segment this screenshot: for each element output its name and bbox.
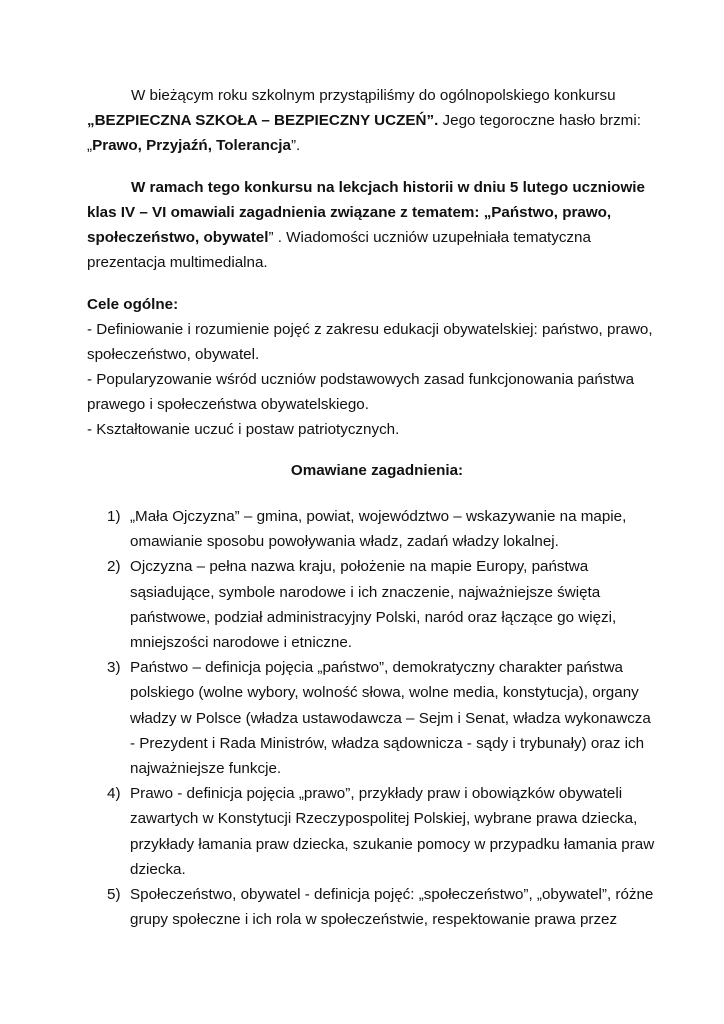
topics-heading: Omawiane zagadnienia: [290, 462, 464, 479]
list-item-line: „Mała Ojczyzna” – gmina, powiat, województwo – wskazywanie na mapie, [130, 508, 627, 525]
goals-line: społeczeństwo, obywatel. [87, 346, 260, 363]
topics-list [107, 504, 655, 932]
list-item-line: Ojczyzna – pełna nazwa kraju, położenie na mapie Europy, państwa [130, 558, 589, 576]
motto: Prawo, Przyjaźń, Tolerancja [92, 137, 291, 154]
list-item [107, 882, 655, 932]
lesson-line-1 [87, 175, 647, 200]
list-item-line: Państwo – definicja pojęcia „państwo”, demokratyczny charakter państwa [130, 659, 623, 677]
motto-close-quote: ”. [290, 137, 301, 154]
lesson-line-3 [87, 225, 647, 250]
list-item-line: grupy społeczne i ich rola w społeczeństwie, respektowanie prawa przez [130, 911, 618, 929]
list-item-line: państwowe, podział administracyjny Polski, naród oraz łączące go więzi, [130, 608, 617, 626]
list-item-line: sąsiadujące, symbole narodowe i ich znaczenie, najważniejsze święta [130, 583, 601, 601]
intro-line-1: W bieżącym roku szkolnym przystąpiliśmy do ogólnopolskiego konkursu [131, 87, 616, 104]
list-item-number: 2) [107, 558, 121, 576]
intro-line-2 [87, 108, 647, 133]
lesson-bold-1: W ramach tego konkursu na lekcjach historii w dniu 5 lutego uczniowie [131, 179, 645, 196]
list-item-line: zawartych w Konstytucji Rzeczypospolitej Polskiej, wybrane prawa dziecka, [130, 810, 638, 828]
goals-line: - Definiowanie i rozumienie pojęć z zakresu edukacji obywatelskiej: państwo, prawo, [87, 321, 653, 338]
lesson-bold-3: społeczeństwo, obywatel [87, 229, 269, 246]
list-item-line: przykłady łamania praw dziecka, szukanie pomocy w przypadku łamania praw [130, 835, 655, 853]
list-item-number: 5) [107, 886, 121, 904]
motto-open-quote: „ [87, 137, 93, 154]
goals-line: - Kształtowanie uczuć i postaw patriotycznych. [87, 421, 400, 438]
list-item-line: najważniejsze funkcje. [130, 760, 282, 778]
goals-heading-text: Cele ogólne: [87, 296, 179, 313]
goals-line: - Popularyzowanie wśród uczniów podstawowych zasad funkcjonowania państwa [87, 371, 635, 388]
list-item [107, 504, 655, 554]
list-item-number: 3) [107, 659, 121, 677]
contest-name: „BEZPIECZNA SZKOŁA – BEZPIECZNY UCZEŃ”. [87, 112, 439, 129]
list-item-line: polskiego (wolne wybory, wolność słowa, wolne media, konstytucja), organy [130, 684, 639, 702]
goals-heading [87, 292, 647, 317]
list-item-line: - Prezydent i Rada Ministrów, władza sądownicza - sądy i trybunały) oraz ich [130, 734, 645, 752]
lesson-paragraph [87, 175, 647, 275]
list-item-line: Prawo - definicja pojęcia „prawo”, przykłady praw i obowiązków obywateli [130, 785, 623, 803]
list-item [107, 554, 655, 655]
list-item-line: mniejszości narodowe i etniczne. [130, 634, 353, 652]
lesson-bold-2: klas IV – VI omawiali zagadnienia związane z tematem: „Państwo, prawo, [87, 204, 612, 221]
list-item-number: 4) [107, 785, 121, 803]
list-item-line: władzy w Polsce (władza ustawodawcza – Sejm i Senat, władza wykonawcza [130, 709, 651, 727]
list-item [107, 781, 655, 882]
list-item-line: Społeczeństwo, obywatel - definicja pojęć: „społeczeństwo”, „obywatel”, różne [130, 886, 654, 904]
intro-line-2-rest: Jego tegoroczne hasło brzmi: [438, 112, 641, 129]
list-item-line: dziecka. [130, 860, 186, 878]
intro-line-3 [87, 133, 647, 158]
goals-section [87, 292, 653, 442]
list-item-number: 1) [107, 508, 121, 525]
lesson-line-4: prezentacja multimedialna. [87, 254, 268, 271]
lesson-rest-3: ” . Wiadomości uczniów uzupełniała tematyczna [268, 229, 591, 246]
intro-paragraph [87, 83, 647, 158]
list-item [107, 655, 655, 781]
list-item-line: omawianie sposobu powoływania władz, zadań władzy lokalnej. [130, 533, 559, 551]
goals-line: prawego i społeczeństwa obywatelskiego. [87, 396, 369, 413]
lesson-line-2 [87, 200, 647, 225]
